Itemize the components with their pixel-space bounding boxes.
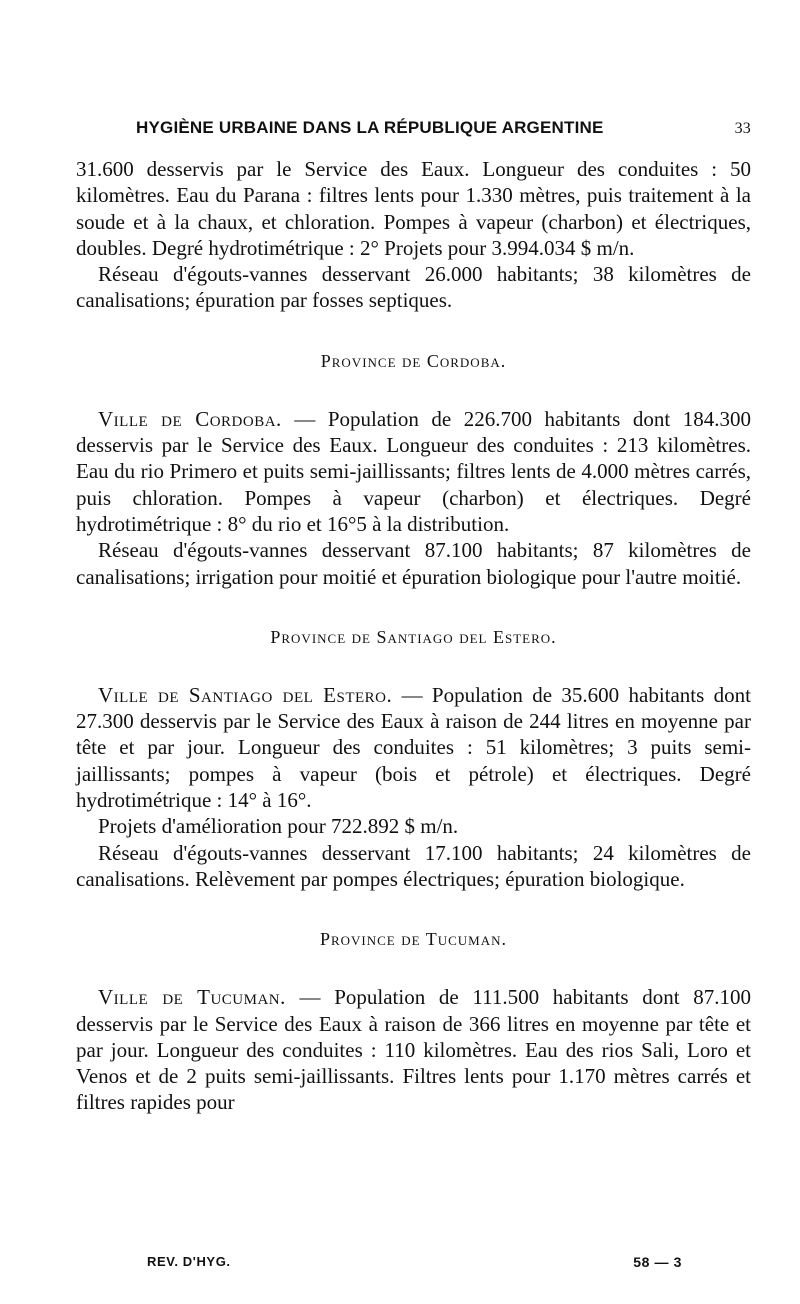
section-heading-cordoba: Province de Cordoba.: [320, 350, 507, 371]
paragraph-text: — Population de 35.600 habitants dont 27.300 desservis par le Service des Eaux à raison de 244 litres en moyenne par tête et par jour. Longueur des conduites : 51 kilomètres; 3 puits semi-jaillissants; pompes à vapeur (bois et pétrole) et électriques. Degré hydrotimétrique : 14° à 16°.: [76, 682, 751, 813]
paragraph-santiago-water: [76, 682, 751, 813]
section-heading-santiago: Province de Santiago del Estero.: [270, 626, 557, 647]
city-name-santiago: Ville de Santiago del Estero.: [98, 682, 393, 707]
paragraph-continued: 31.600 desservis par le Service des Eaux. Longueur des conduites : 50 kilomètres. Eau du Parana : filtres lents pour 1.330 mètres, puis traitement à la soude et à la chaux, et chloration. Pompes à vapeur (charbon) et électriques, doubles. Degré hydrotimétrique : 2° Projets pour 3.994.034 $ m/n.: [76, 157, 751, 260]
journal-abbrev: REV. D'HYG.: [147, 1254, 231, 1269]
running-title: HYGIÈNE URBAINE DANS LA RÉPUBLIQUE ARGENTINE: [136, 118, 604, 137]
page-body: [76, 118, 751, 1116]
section-heading-tucuman: Province de Tucuman.: [319, 929, 508, 950]
signature-mark: 58 — 3: [633, 1254, 682, 1270]
page-footer: [147, 1254, 682, 1270]
paragraph-tucuman-water: [76, 984, 751, 1115]
paragraph-cordoba-water: [76, 406, 751, 537]
paragraph-santiago-projects: Projets d'amélioration pour 722.892 $ m/n.: [98, 814, 459, 839]
page-number: 33: [734, 120, 751, 137]
paragraph-text: — Population de 111.500 habitants dont 87.100 desservis par le Service des Eaux à raison de 366 litres en moyenne par tête et par jour. Longueur des conduites : 110 kilomètres. Eau des rios Sali, Loro et Venos et de 2 puits semi-jaillissants. Filtres lents pour 1.170 mètres carrés et filtres rapides pour: [76, 985, 752, 1115]
paragraph-sewer: Réseau d'égouts-vannes desservant 26.000 habitants; 38 kilomètres de canalisations; épuration par fosses septiques.: [76, 262, 751, 313]
city-name-cordoba: Ville de Cordoba.: [98, 406, 282, 431]
paragraph-text: — Population de 226.700 habitants dont 184.300 desservis par le Service des Eaux. Longueur des conduites : 213 kilomètres. Eau du rio Primero et puits semi-jaillissants; filtres lents de 4.000 mètres carrés, puis chloration. Pompes à vapeur (charbon) et électriques. Degré hydrotimétrique : 8° du rio et 16°5 à la distribution.: [76, 406, 751, 536]
paragraph-santiago-sewer: Réseau d'égouts-vannes desservant 17.100 habitants; 24 kilomètres de canalisations. Relèvement par pompes électriques; épuration biologique.: [76, 840, 751, 891]
running-head: [76, 118, 751, 146]
city-name-tucuman: Ville de Tucuman.: [98, 985, 286, 1010]
paragraph-cordoba-sewer: Réseau d'égouts-vannes desservant 87.100 habitants; 87 kilomètres de canalisations; irrigation pour moitié et épuration biologique pour l'autre moitié.: [76, 538, 751, 589]
